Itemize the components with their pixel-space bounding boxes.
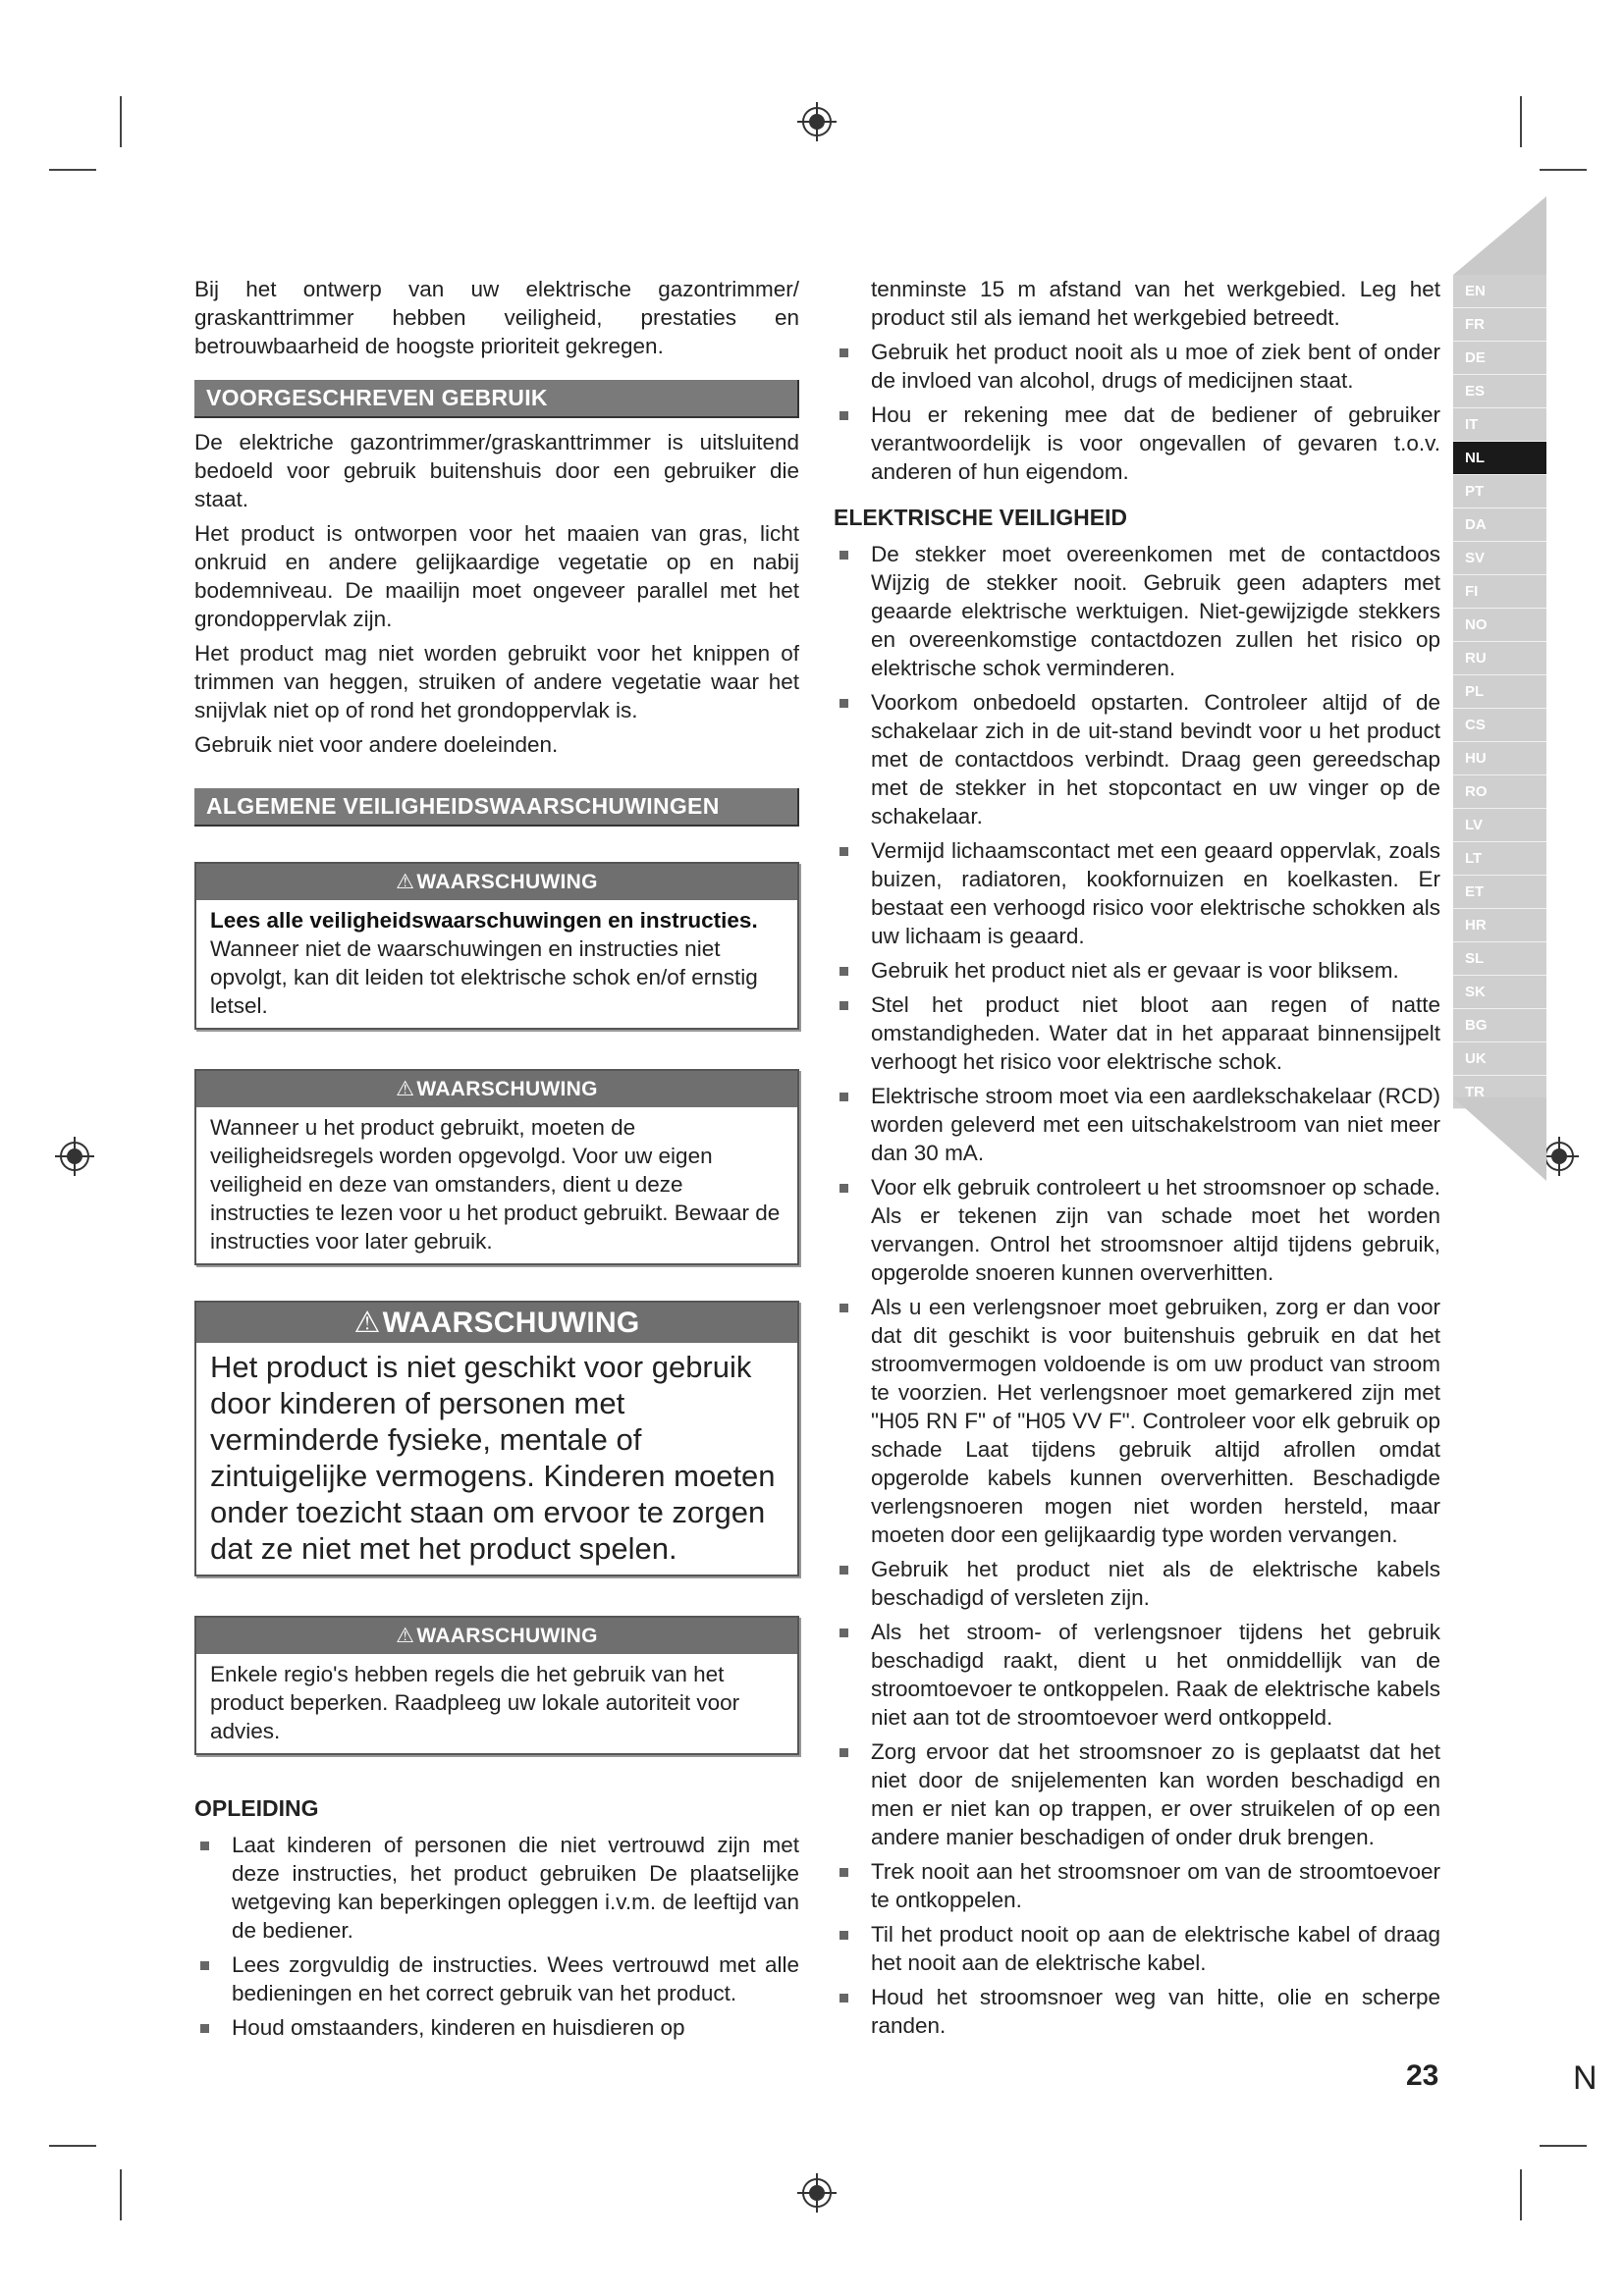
language-tab-cs[interactable]: CS [1453,709,1546,742]
warning-title: WAARSCHUWING [416,1625,598,1647]
paragraph: Het product mag niet worden gebruikt voor het knippen of trimmen van heggen, struiken of andere vegetatie waar het snijvlak niet op of rond het grondoppervlak is. [194,641,799,722]
warning-title: WAARSCHUWING [382,1307,640,1339]
language-tab-pl[interactable]: PL [1453,675,1546,709]
warning-icon: ⚠ [396,871,415,893]
language-tab-sk[interactable]: SK [1453,976,1546,1009]
warning-box [194,1616,799,1755]
list-item: Gebruik het product nooit als u moe of ziek bent of onder de invloed van alcohol, drugs of medicijnen staat. [834,338,1440,395]
warning-box-large [194,1301,799,1576]
language-tab-de[interactable]: DE [1453,342,1546,375]
warning-body [196,1343,797,1575]
list-item: Laat kinderen of personen die niet vertrouwd zijn met deze instructies, het product gebruiken De plaatselijke wetgeving kan beperkingen opleggen i.v.m. de leeftijd van de bediener. [194,1831,799,1945]
warning-bold-text: Lees alle veiligheidswaarschuwingen en instructies. [210,908,758,933]
warning-text: Wanneer niet de waarschuwingen en instructies niet opvolgt, kan dit leiden tot elektrische schok en/of ernstig letsel. [210,936,758,1018]
language-tab-fr[interactable]: FR [1453,308,1546,342]
tabs-bottom-triangle [1453,1097,1546,1181]
list-item: Houd omstaanders, kinderen en huisdieren op [194,2013,799,2042]
elektrische-list [834,540,1440,2040]
crop-mark [49,169,96,171]
paragraph: Het product is ontworpen voor het maaien van gras, licht onkruid en andere gelijkaardige vegetatie op en nabij bodemniveau. De maailijn moet ongeveer parallel met het grondoppervlak zijn. [194,521,799,631]
warning-text: Enkele regio's hebben regels die het gebruik van het product beperken. Raadpleeg uw lokale autoriteit voor advies. [210,1662,740,1743]
crop-mark [49,2145,96,2147]
warning-header [196,1303,797,1343]
crop-mark [120,96,122,147]
list-item: Elektrische stroom moet via een aardlekschakelaar (RCD) worden geleverd met een uitschakelstroom van niet meer dan 30 mA. [834,1082,1440,1167]
language-tab-nl[interactable]: NL [1453,442,1546,475]
list-item: Voorkom onbedoeld opstarten. Controleer altijd of de schakelaar zich in de uit-stand bevindt voor u het product met de contactdoos verbindt. Draag geen gereedschap met de stekker in het stopcontact en uw vinger op de schakelaar. [834,688,1440,830]
warning-title: WAARSCHUWING [416,871,598,893]
section-title-algemene: ALGEMENE VEILIGHEIDSWAARSCHUWINGEN [194,788,799,827]
list-item: De stekker moet overeenkomen met de contactdoos Wijzig de stekker nooit. Gebruik geen adapters met geaarde elektrische werktuigen. Niet-gewijzigde stekkers en overeenkomstige contactdozen zullen het risico op elektrische schok verminderen. [834,540,1440,682]
warning-icon: ⚠ [396,1078,415,1100]
section-title-elektrische: ELEKTRISCHE VEILIGHEID [834,505,1128,530]
section-title-opleiding: OPLEIDING [194,1795,319,1821]
paragraph: Gebruik niet voor andere doeleinden. [194,732,559,757]
language-tab-it[interactable]: IT [1453,408,1546,442]
registration-mark-icon [55,1137,94,1176]
language-tab-hu[interactable]: HU [1453,742,1546,775]
left-column [194,275,799,2048]
crop-mark [1540,2145,1587,2147]
list-item: Stel het product niet bloot aan regen of natte omstandigheden. Water dat in het apparaat binnensijpelt verhoogt het risico voor elektrische schok. [834,990,1440,1076]
language-tab-list [1453,275,1546,1109]
warning-icon: ⚠ [396,1625,415,1647]
language-tab-ru[interactable]: RU [1453,642,1546,675]
tabs-top-triangle [1453,196,1546,275]
warning-body [196,1107,797,1263]
language-tab-da[interactable]: DA [1453,508,1546,542]
list-item: Voor elk gebruik controleert u het stroomsnoer op schade. Als er tekenen zijn van schade moet het worden vervangen. Ontrol het stroomsnoer altijd tijdens gebruik, opgerolde snoeren kunnen oververhitten. [834,1173,1440,1287]
list-item: Hou er rekening mee dat de bediener of gebruiker verantwoordelijk is voor ongevallen of gevaren t.o.v. anderen of hun eigendom. [834,400,1440,486]
opleiding-list [194,1831,799,2042]
language-tab-es[interactable]: ES [1453,375,1546,408]
language-tab-et[interactable]: ET [1453,876,1546,909]
list-item: Als het stroom- of verlengsnoer tijdens het gebruik beschadigd raakt, dient u het onmiddellijk van de stroomtoevoer te ontkoppelen. Raak de elektrische kabels niet aan tot de stroomtoevoer werd ontkoppeld. [834,1618,1440,1732]
warning-header [196,1071,797,1107]
list-item: Trek nooit aan het stroomsnoer om van de stroomtoevoer te ontkoppelen. [834,1857,1440,1914]
warning-box [194,1069,799,1265]
list-item: Als u een verlengsnoer moet gebruiken, zorg er dan voor dat dit geschikt is voor buitenshuis gebruik en dat het stroomvermogen voldoende is om uw product van stroom te voorzien. Het verlengsnoer moet gemarkered zijn met "H05 RN F" of "H05 VV F". Controleer voor elk gebruik op schade Laat tijdens gebruik altijd afrollen omdat opgerolde kabels kunnen oververhitten. Beschadigde verlengsnoeren mogen niet worden hersteld, maar moeten door een gelijkaardig type worden vervangen. [834,1293,1440,1549]
edge-mark: N [1573,2059,1597,2097]
list-item: Gebruik het product niet als de elektrische kabels beschadigd of versleten zijn. [834,1555,1440,1612]
language-tab-hr[interactable]: HR [1453,909,1546,942]
warning-body [196,1654,797,1753]
language-tab-fi[interactable]: FI [1453,575,1546,609]
language-tab-uk[interactable]: UK [1453,1042,1546,1076]
language-tabs [1453,196,1546,1188]
language-tab-sv[interactable]: SV [1453,542,1546,575]
crop-mark [1520,2169,1522,2220]
warning-body [196,900,797,1028]
crop-mark [120,2169,122,2220]
intro-text: Bij het ontwerp van uw elektrische gazontrimmer/ graskanttrimmer hebben veiligheid, prestaties en betrouwbaarheid de hoogste prioriteit gekregen. [194,277,799,358]
warning-icon: ⚠ [353,1307,381,1339]
crop-mark [1520,96,1522,147]
general-list [834,338,1440,486]
list-item: Houd het stroomsnoer weg van hitte, olie en scherpe randen. [834,1983,1440,2040]
paragraph: De elektriche gazontrimmer/graskanttrimmer is uitsluitend bedoeld voor gebruik buitenshuis door een gebruiker die staat. [194,430,799,511]
warning-text: Het product is niet geschikt voor gebruik door kinderen of personen met verminderde fysieke, mentale of zintuigelijke vermogens. Kinderen moeten onder toezicht staan om ervoor te zorgen dat ze niet met het product spelen. [210,1350,776,1566]
language-tab-lv[interactable]: LV [1453,809,1546,842]
list-item: Vermijd lichaamscontact met een geaard oppervlak, zoals buizen, radiatoren, kookfornuizen en koelkasten. Er bestaat een verhoogd risico voor elektrische schokken als uw lichaam is geaard. [834,836,1440,950]
warning-title: WAARSCHUWING [416,1078,598,1100]
language-tab-en[interactable]: EN [1453,275,1546,308]
registration-mark-icon [797,102,837,141]
continuation-text: tenminste 15 m afstand van het werkgebied. Leg het product stil als iemand het werkgebied betreedt. [871,277,1440,330]
warning-text: Wanneer u het product gebruikt, moeten de veiligheidsregels worden opgevolgd. Voor uw eigen veiligheid en deze van omstanders, dient u deze instructies te lezen voor u het product gebruikt. Bewaar de instructies voor later gebruik. [210,1115,781,1254]
language-tab-ro[interactable]: RO [1453,775,1546,809]
warning-header [196,864,797,900]
language-tab-bg[interactable]: BG [1453,1009,1546,1042]
crop-mark [1540,169,1587,171]
language-tab-lt[interactable]: LT [1453,842,1546,876]
list-item: Til het product nooit op aan de elektrische kabel of draag het nooit aan de elektrische kabel. [834,1920,1440,1977]
registration-mark-icon [797,2173,837,2213]
list-item: Gebruik het product niet als er gevaar is voor bliksem. [834,956,1440,985]
warning-box [194,862,799,1030]
language-tab-pt[interactable]: PT [1453,475,1546,508]
language-tab-sl[interactable]: SL [1453,942,1546,976]
language-tab-tr[interactable]: TR [1453,1076,1546,1109]
page-number: 23 [1406,2059,1439,2092]
section-title-voorgeschreven: VOORGESCHREVEN GEBRUIK [194,380,799,418]
warning-header [196,1618,797,1654]
language-tab-no[interactable]: NO [1453,609,1546,642]
list-item: Zorg ervoor dat het stroomsnoer zo is geplaatst dat het niet door de snijelementen kan worden beschadigd en men er niet kan op trappen, er over struikelen of op een andere manier beschadigen of onder druk brengen. [834,1737,1440,1851]
list-item: Lees zorgvuldig de instructies. Wees vertrouwd met alle bedieningen en het correct gebruik van het product. [194,1950,799,2007]
right-column [834,275,1440,2046]
